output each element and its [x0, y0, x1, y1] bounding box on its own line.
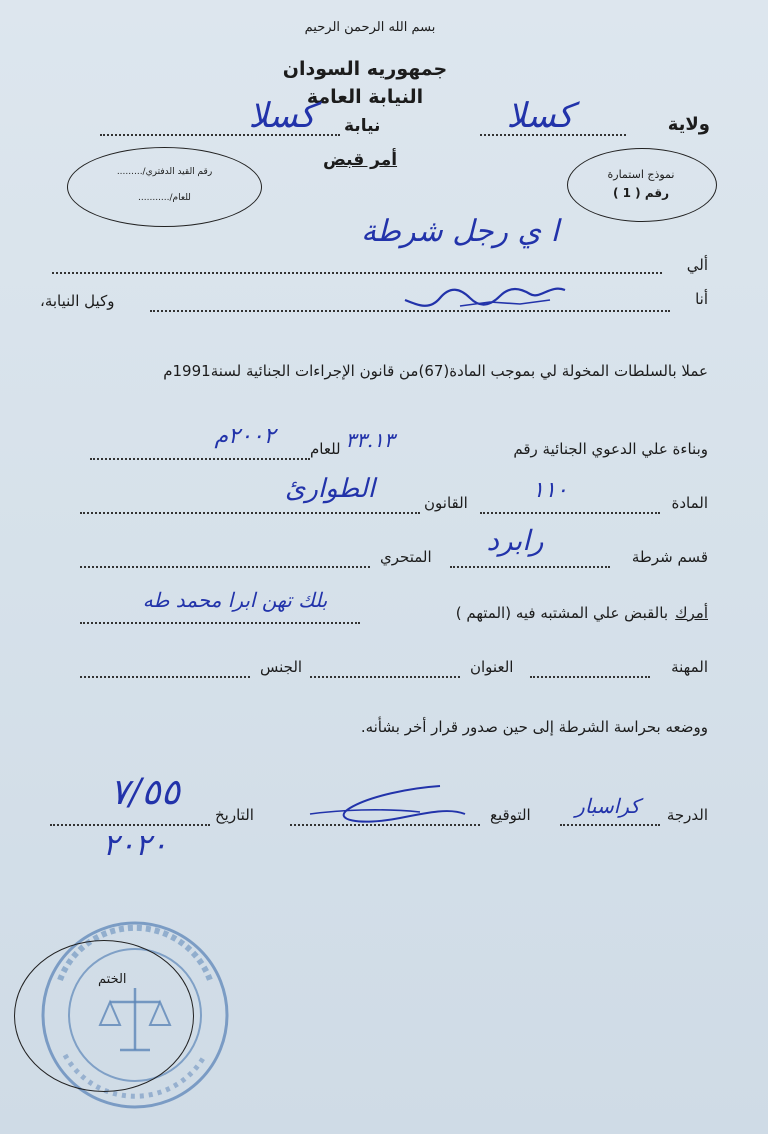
address-label: العنوان	[470, 658, 514, 676]
rank-value: كراسبار	[575, 794, 640, 818]
date-dots	[50, 824, 210, 826]
order-label-underlined: أمرك	[675, 604, 708, 622]
case-number: ٣٣.١٣	[345, 428, 395, 452]
authority-text: عملا بالسلطات المخولة لي بموجب المادة(67)من قانون الإجراءات الجنائية لسنة1991م	[163, 362, 708, 380]
seal-label: الختم	[98, 972, 127, 987]
to-dots	[52, 272, 662, 274]
case-year-label: للعام	[310, 440, 341, 458]
wilaya-value: كسلا	[506, 96, 574, 136]
law-dots	[80, 512, 420, 514]
prosecutor-signature	[400, 280, 570, 316]
form-box-line2: رقم ( 1 )	[612, 186, 670, 200]
occupation-label: المهنة	[671, 658, 708, 676]
police-dots	[450, 566, 610, 568]
rank-dots	[560, 824, 660, 826]
basmala: بسم الله الرحمن الرحيم	[304, 20, 436, 35]
date-value: ٧/٥٥	[109, 772, 181, 813]
law-label: القانون	[424, 494, 468, 512]
date-extra: ٢٠٢٠	[102, 828, 168, 863]
signature-label: التوقيع	[490, 806, 531, 824]
i-label: أنا	[695, 290, 708, 308]
accused-name: بلك تهن ابرا محمد طه	[142, 588, 328, 612]
authority-name: النيابة العامة	[306, 86, 424, 108]
form-number-oval	[567, 148, 717, 222]
police-label: قسم شرطة	[631, 548, 708, 566]
form-box-line1: نموذج استمارة	[607, 168, 675, 181]
article-dots	[480, 512, 660, 514]
order-dots	[80, 622, 360, 624]
gender-label: الجنس	[260, 658, 303, 676]
gender-dots	[80, 676, 250, 678]
document-title: أمر قبض	[322, 150, 398, 170]
case-year-value: ٢٠٠٢م	[214, 424, 276, 449]
investigator-dots	[80, 566, 370, 568]
investigator-label: المتحري	[380, 548, 432, 566]
seal-oval	[14, 940, 194, 1092]
registry-line1: رقم القيد الدفتري/.........	[116, 167, 213, 177]
office-label: نيابة	[344, 116, 381, 136]
wilaya-label: ولاية	[667, 114, 710, 135]
country-name: جمهوريه السودان	[282, 58, 448, 80]
prosecutor-suffix: وكيل النيابة،	[40, 292, 115, 310]
date-label: التاريخ	[215, 806, 254, 824]
address-dots	[310, 676, 460, 678]
law-value: الطوارئ	[284, 474, 376, 504]
registry-line2: للعام/...........	[138, 193, 191, 203]
to-label: ألي	[686, 256, 708, 274]
occupation-dots	[530, 676, 650, 678]
order-label-rest: بالقبض علي المشتبه فيه (المتهم )	[455, 604, 668, 622]
case-label: وبناءة علي الدعوي الجنائية رقم	[513, 440, 708, 458]
officer-signature	[290, 778, 470, 838]
office-value: كسلا	[248, 96, 316, 136]
to-value: ا ي رجل شرطة	[361, 214, 559, 249]
custody-text: ووضعه بحراسة الشرطة إلى حين صدور قرار أخر بشأنه.	[360, 718, 708, 736]
rank-label: الدرجة	[666, 806, 708, 824]
article-value: ١١٠	[532, 478, 568, 503]
case-dots	[90, 458, 310, 460]
article-label: المادة	[671, 494, 708, 512]
police-station: رابرد	[486, 524, 544, 557]
registry-oval	[67, 147, 262, 227]
